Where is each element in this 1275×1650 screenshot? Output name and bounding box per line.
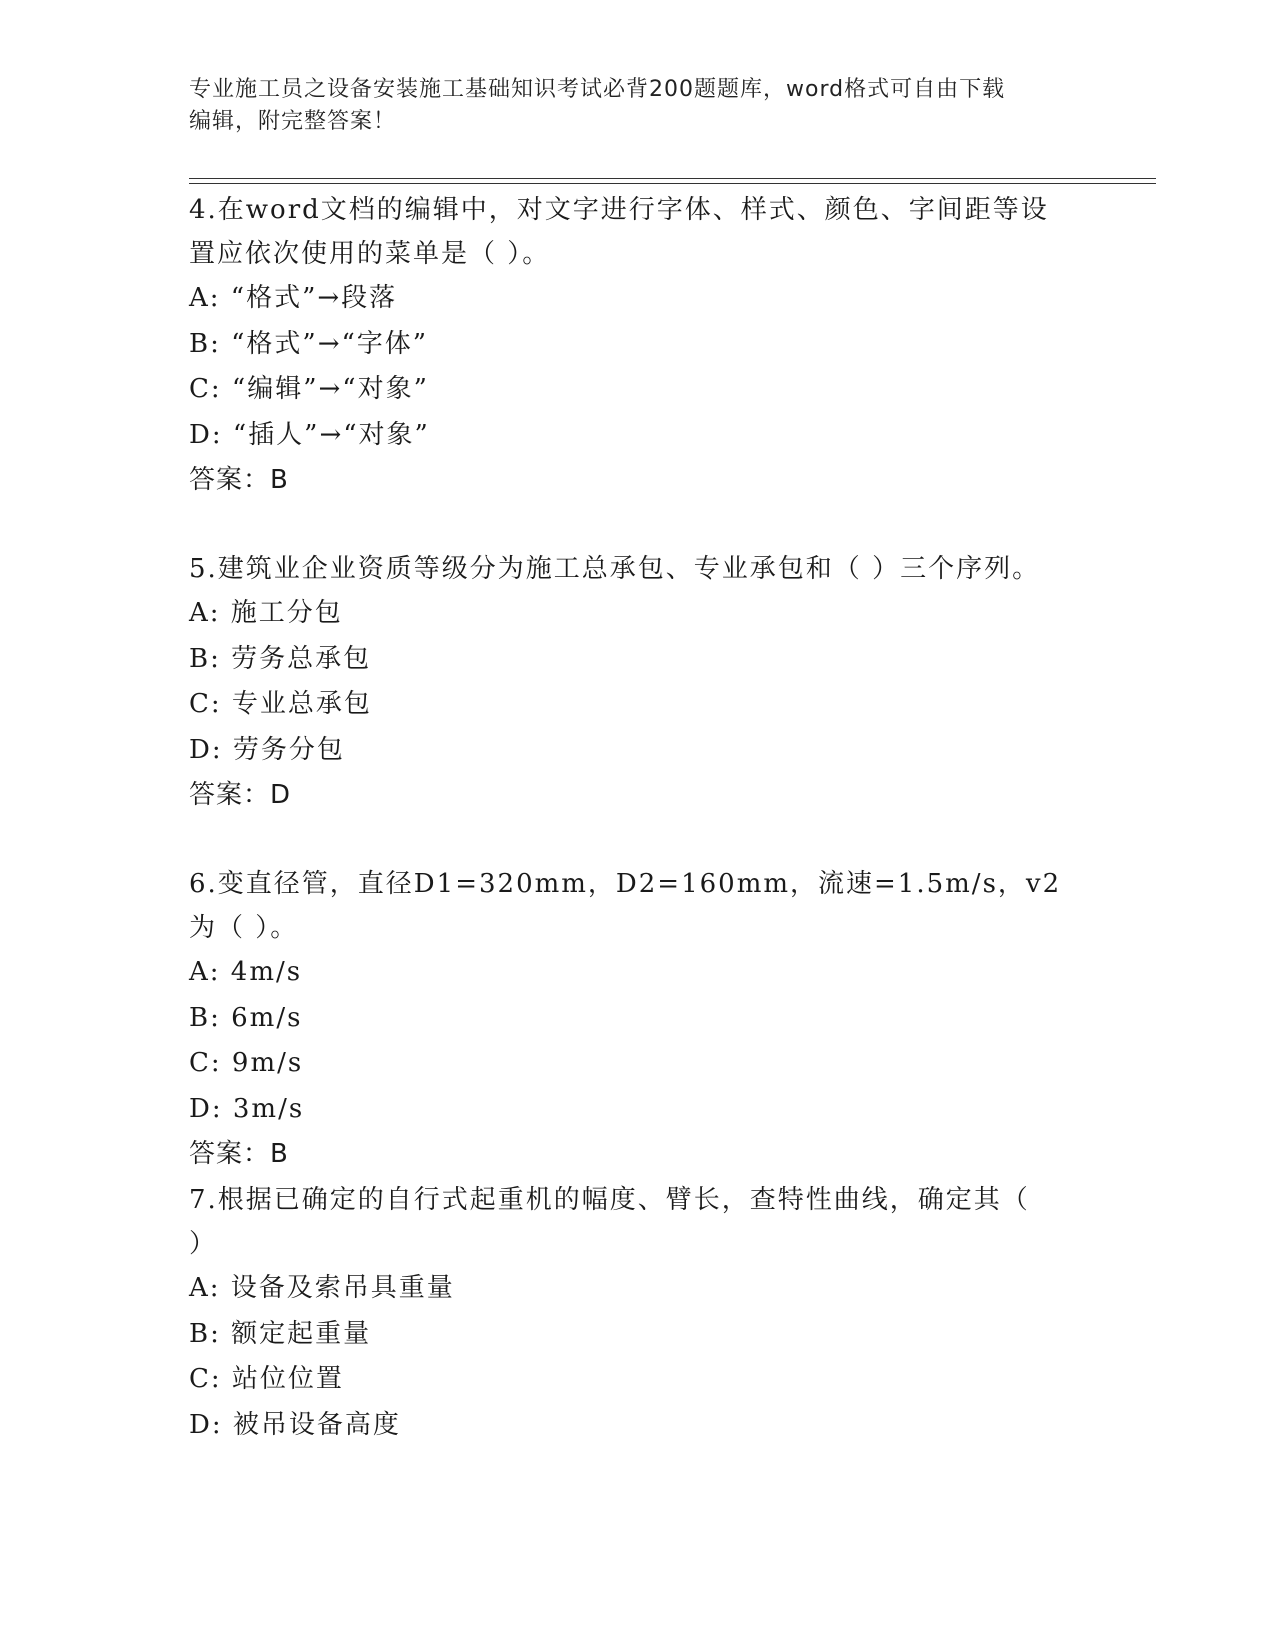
answer-label: 答案：B <box>189 465 289 495</box>
option-a: A: 施工分包 <box>189 598 343 628</box>
option-a: A: 设备及索吊具重量 <box>189 1273 455 1303</box>
option-c: C: “编辑”→“对象” <box>189 374 429 404</box>
question-5 <box>189 547 1089 818</box>
question-stem: 7.根据已确定的自行式起重机的幅度、臂长，查特性曲线，确定其（ <box>189 1185 1030 1215</box>
option-d: D: “插人”→“对象” <box>189 419 430 450</box>
option-c: C: 专业总承包 <box>189 689 372 719</box>
option-b: B: 额定起重量 <box>189 1318 372 1349</box>
option-b: B: “格式”→“字体” <box>189 328 429 359</box>
option-a: A: “格式”→段落 <box>189 283 398 313</box>
option-d: D: 被吊设备高度 <box>189 1409 401 1440</box>
question-stem-continued: 置应依次使用的菜单是（ ）。 <box>189 239 551 269</box>
question-6 <box>189 862 1089 1177</box>
document-header <box>189 74 1089 138</box>
question-stem: 6.变直径管，直径D1=320mm，D2=160mm，流速=1.5m/s，v2为（ ）。 <box>189 869 1062 943</box>
answer-label: 答案：D <box>189 780 292 810</box>
option-b: B: 6m/s <box>189 1002 303 1033</box>
header-line-2: 编辑，附完整答案！ <box>189 109 397 134</box>
option-d: D: 3m/s <box>189 1093 305 1124</box>
option-c: C: 站位位置 <box>189 1364 344 1394</box>
header-line-1: 专业施工员之设备安装施工基础知识考试必背200题题库，word格式可自由下载 <box>189 77 1006 102</box>
option-b: B: 劳务总承包 <box>189 643 372 674</box>
answer-label: 答案：B <box>189 1139 289 1169</box>
question-4 <box>189 188 1089 503</box>
option-c: C: 9m/s <box>189 1048 304 1078</box>
question-7 <box>189 1178 1089 1448</box>
option-d: D: 劳务分包 <box>189 734 345 765</box>
question-stem-continued: ） <box>189 1229 218 1259</box>
header-divider <box>189 178 1156 184</box>
question-stem: 5.建筑业企业资质等级分为施工总承包、专业承包和（ ）三个序列。 <box>189 554 1041 584</box>
option-a: A: 4m/s <box>189 957 303 987</box>
question-stem: 4.在word文档的编辑中，对文字进行字体、样式、颜色、字间距等设 <box>189 195 1049 225</box>
